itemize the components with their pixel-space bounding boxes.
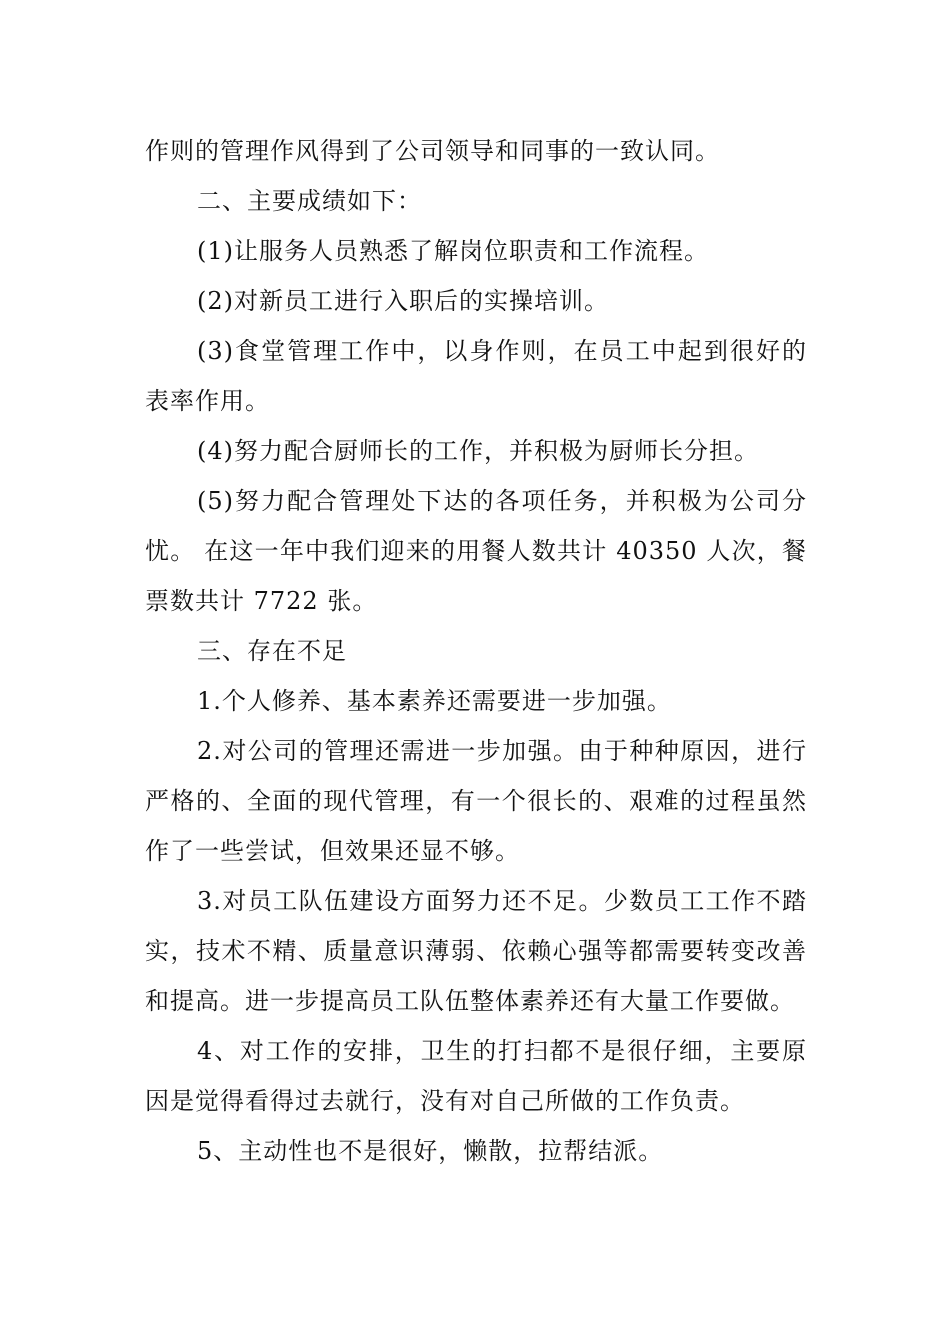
shortcoming-item-1: 1.个人修养、基本素养还需要进一步加强。: [197, 687, 672, 715]
shortcoming-item-3: 3.对员工队伍建设方面努力还不足。少数员工工作不踏实，技术不精、质量意识薄弱、依赖心强等都需要转变改善和提高。进一步提高员工队伍整体素养还有大量工作要做。: [145, 887, 807, 1015]
achievement-item-1: (1)让服务人员熟悉了解岗位职责和工作流程。: [197, 237, 709, 265]
shortcoming-item-2: 2.对公司的管理还需进一步加强。由于种种原因，进行严格的、全面的现代管理，有一个很长的、艰难的过程虽然作了一些尝试，但效果还显不够。: [145, 737, 807, 865]
achievement-item-5: (5)努力配合管理处下达的各项任务，并积极为公司分忧。 在这一年中我们迎来的用餐人数共计 40350 人次，餐票数共计 7722 张。: [145, 487, 807, 615]
achievement-item-4: (4)努力配合厨师长的工作，并积极为厨师长分担。: [197, 437, 759, 465]
section-heading-achievements: 二、主要成绩如下：: [197, 187, 422, 215]
paragraph-continuation: 作则的管理作风得到了公司领导和同事的一致认同。: [145, 137, 720, 165]
document-body: [145, 126, 807, 1176]
shortcoming-item-4: 4、对工作的安排，卫生的打扫都不是很仔细，主要原因是觉得看得过去就行，没有对自己所做的工作负责。: [145, 1037, 807, 1115]
shortcoming-item-5: 5、主动性也不是很好，懒散，拉帮结派。: [197, 1137, 664, 1165]
section-heading-shortcomings: 三、存在不足: [197, 637, 347, 665]
achievement-item-3: (3)食堂管理工作中，以身作则，在员工中起到很好的表率作用。: [145, 337, 807, 415]
achievement-item-2: (2)对新员工进行入职后的实操培训。: [197, 287, 609, 315]
